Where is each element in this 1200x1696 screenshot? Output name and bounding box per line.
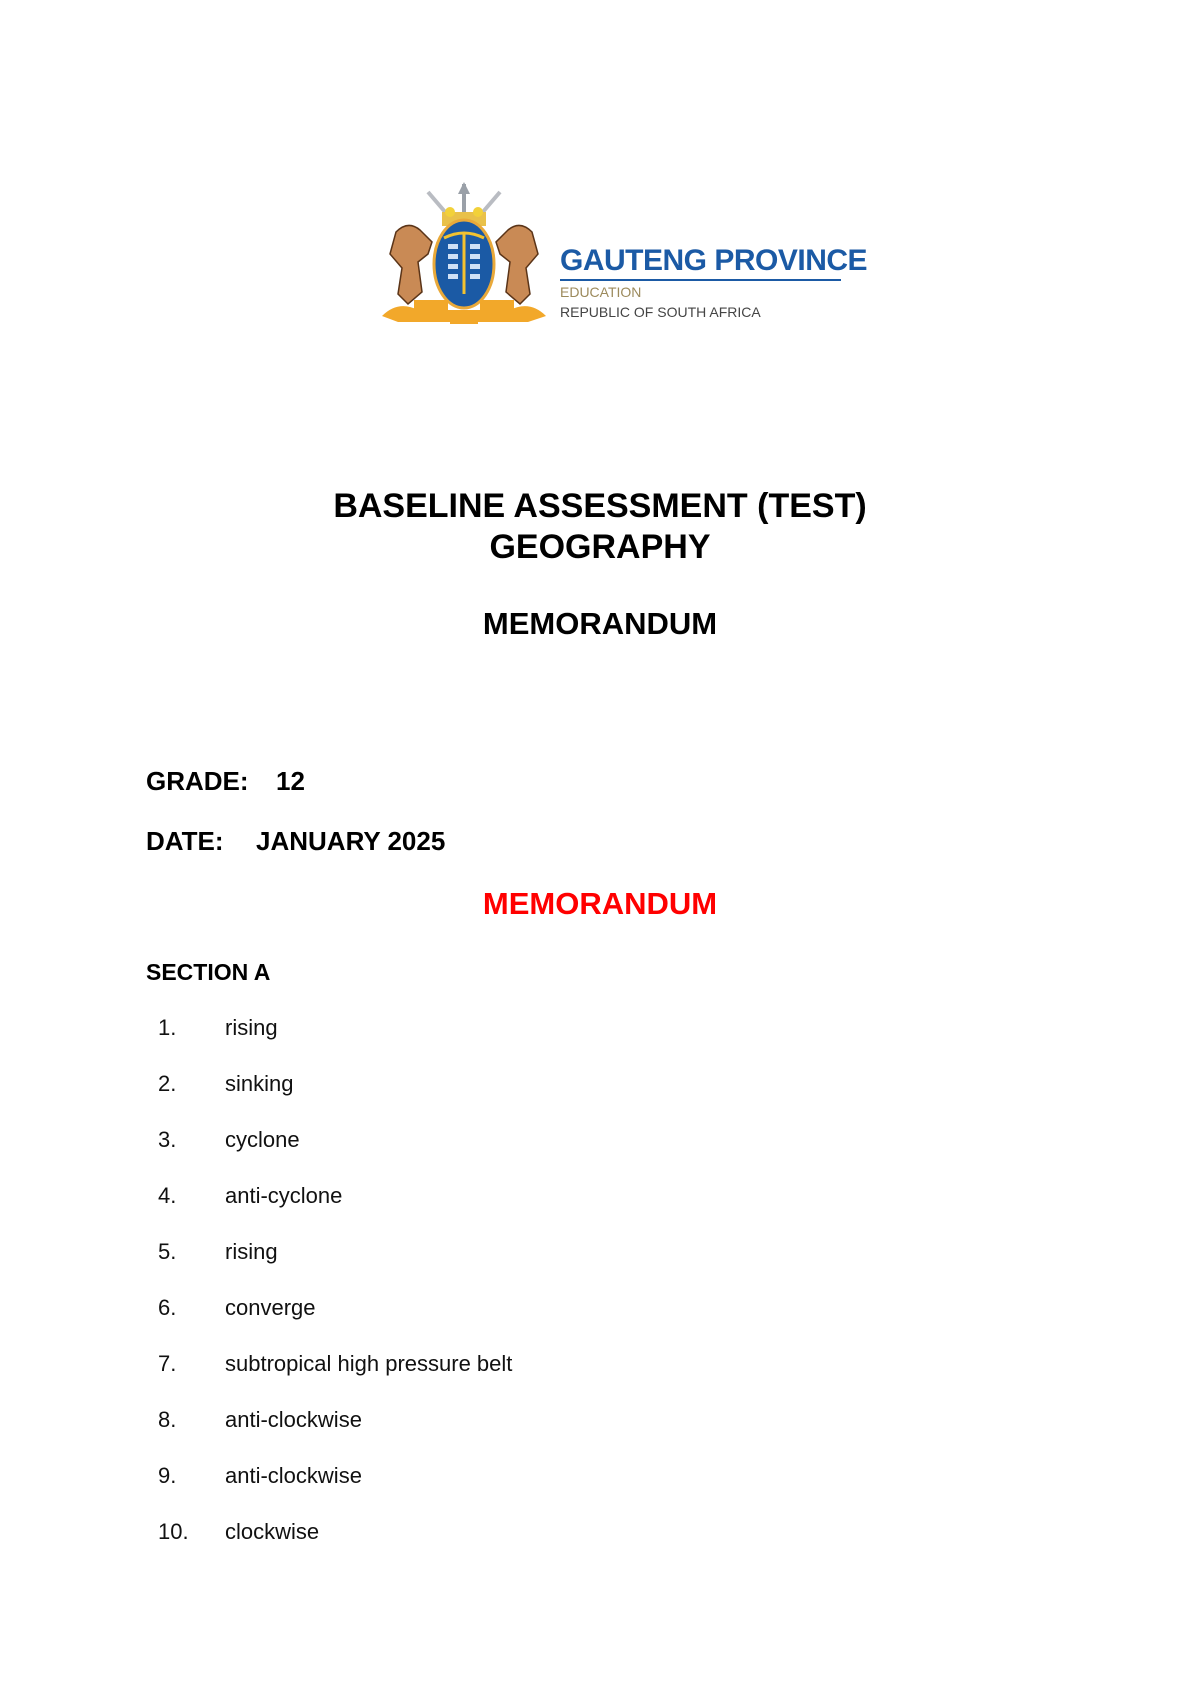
item-number: 1.: [158, 1015, 177, 1040]
item-number: 5.: [158, 1239, 177, 1264]
subject-title: GEOGRAPHY: [489, 528, 711, 566]
item-answer: cyclone: [225, 1127, 300, 1152]
document-title: BASELINE ASSESSMENT (TEST): [333, 487, 867, 525]
item-answer: anti-clockwise: [225, 1407, 362, 1432]
item-answer: clockwise: [225, 1519, 320, 1544]
item-number: 8.: [158, 1407, 177, 1432]
document-subtitle: MEMORANDUM: [482, 606, 718, 641]
date-label: DATE:: [146, 826, 224, 856]
logo-underline: [560, 279, 841, 281]
item-number: 2.: [158, 1071, 177, 1096]
grade-value: 12: [276, 766, 305, 796]
memorandum-heading: MEMORANDUM: [482, 886, 718, 921]
date-value: JANUARY 2025: [256, 826, 446, 856]
item-number: 9.: [158, 1463, 177, 1488]
item-answer: anti-cyclone: [225, 1183, 343, 1208]
item-number: 7.: [158, 1351, 177, 1376]
item-number: 4.: [158, 1183, 177, 1208]
item-number: 6.: [158, 1295, 177, 1320]
item-answer: rising: [225, 1015, 278, 1040]
item-answer: anti-clockwise: [225, 1463, 362, 1488]
item-answer: sinking: [225, 1071, 294, 1096]
item-number: 3.: [158, 1127, 177, 1152]
gauteng-education-logo: [378, 182, 868, 332]
item-answer: subtropical high pressure belt: [225, 1351, 513, 1376]
item-answer: rising: [225, 1239, 278, 1264]
section-a-heading: SECTION A: [146, 959, 271, 985]
logo-country-text: REPUBLIC OF SOUTH AFRICA: [560, 304, 761, 320]
logo-department-text: EDUCATION: [560, 284, 642, 300]
logo-province-text: GAUTENG PROVINCE: [560, 244, 868, 277]
item-number: 10.: [158, 1519, 189, 1544]
grade-label: GRADE:: [146, 766, 249, 796]
item-answer: converge: [225, 1295, 316, 1320]
coat-of-arms-icon: [378, 182, 550, 332]
